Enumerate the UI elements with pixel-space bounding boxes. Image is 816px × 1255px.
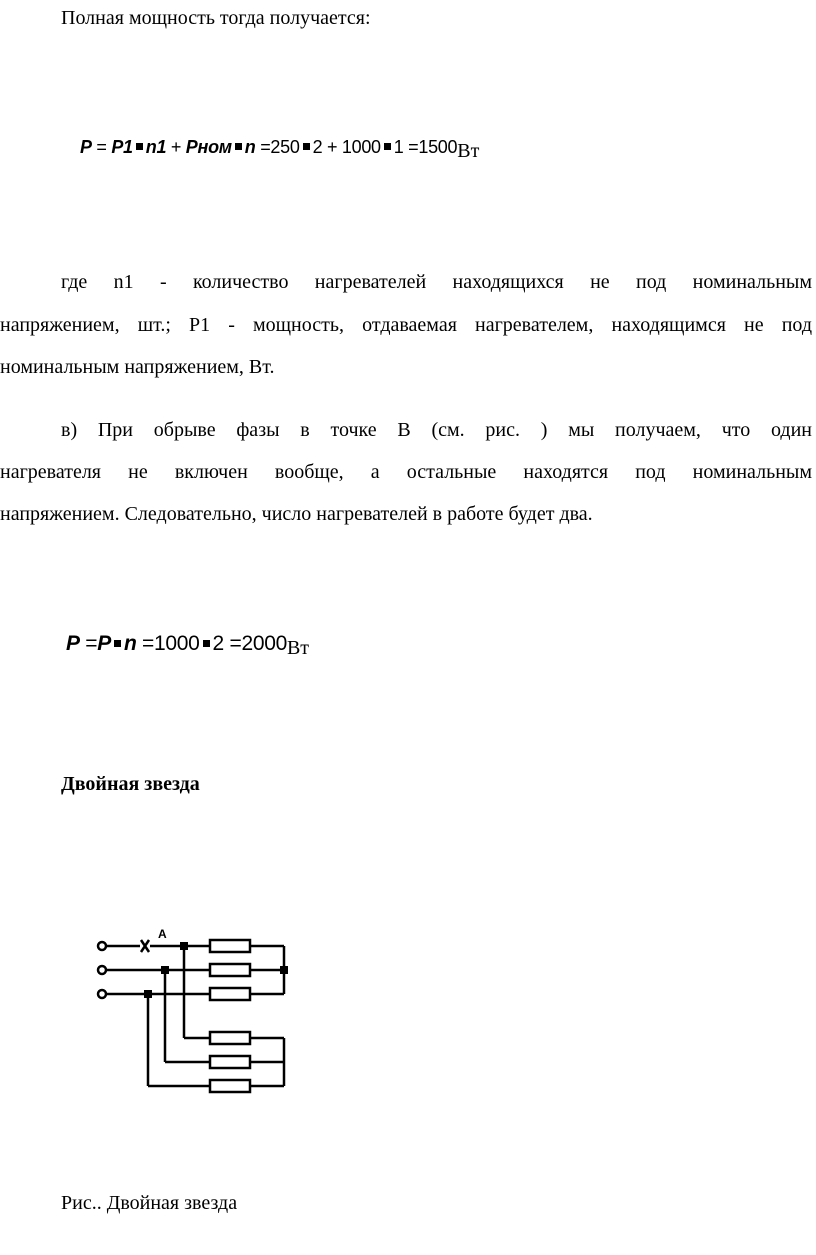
terminal-icon (98, 966, 106, 974)
para1-line-2: напряжением, шт.; P1 - мощность, отдаваемая нагревателем, находящимся не под (0, 314, 812, 336)
terminal-icon (98, 990, 106, 998)
formula2-unit: Вт (286, 637, 310, 659)
formula2-p: P (97, 632, 111, 655)
multiply-dot-icon (384, 143, 391, 150)
formula1-result: 1500 (418, 137, 458, 157)
figure-caption: Рис.. Двойная звезда (61, 1192, 238, 1214)
terminal-icon (98, 942, 106, 950)
formula1-lhs: P (80, 137, 92, 157)
formula2-num2: 2 (212, 632, 224, 655)
section-heading: Двойная звезда (61, 773, 200, 795)
multiply-dot-icon (303, 143, 310, 150)
multiply-dot-icon (203, 640, 210, 647)
para1-line-1: где n1 - количество нагревателей находящихся не под номинальным (61, 271, 812, 293)
multiply-dot-icon (114, 640, 121, 647)
formula2-result: 2000 (241, 632, 287, 655)
para2-line-2: нагревателя не включен вообще, а остальные находятся под номинальным (0, 461, 812, 483)
formula2-num1: 1000 (154, 632, 200, 655)
formula1-unit: Вт (457, 140, 480, 162)
para2-line-1: в) При обрыве фазы в точке В (см. рис. ) мы получаем, что один (61, 419, 812, 441)
para1-line-3: номинальным напряжением, Вт. (0, 356, 275, 378)
multiply-dot-icon (235, 143, 242, 150)
formula1-num2: 2 (312, 137, 323, 157)
intro-text: Полная мощность тогда получается: (61, 7, 371, 29)
para2-line-3: напряжением. Следовательно, число нагревателей в работе будет два. (0, 503, 593, 525)
formula-two-heaters: P =P n =1000 2 =2000Вт (66, 632, 310, 659)
formula-full-power: P = P1 n1 + Pном n =250 2 + 1000 1 =1500Вт (80, 137, 480, 162)
formula1-n: n (244, 137, 256, 157)
formula1-p1: P1 (111, 137, 133, 157)
double-star-circuit-diagram (88, 924, 308, 1104)
formula1-num1: 250 (270, 137, 300, 157)
formula1-pnom: Pном (185, 137, 232, 157)
formula1-n1: n1 (145, 137, 167, 157)
formula1-num3: 1000 (341, 137, 381, 157)
formula2-n: n (123, 632, 137, 655)
formula2-lhs: P (66, 632, 80, 655)
multiply-dot-icon (136, 143, 143, 150)
formula1-num4: 1 (393, 137, 404, 157)
point-a-label: A (158, 927, 167, 941)
